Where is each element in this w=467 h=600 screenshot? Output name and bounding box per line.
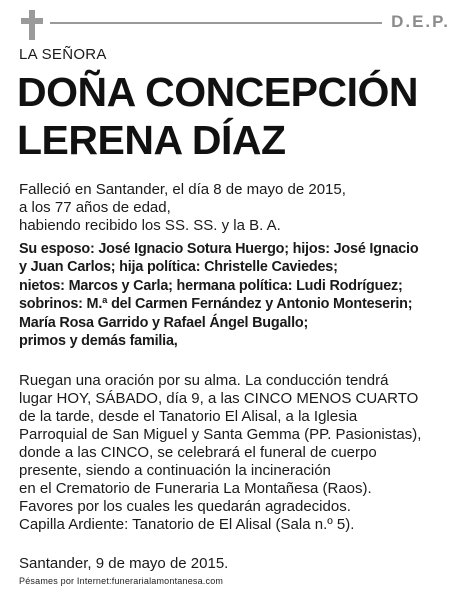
dateline: Santander, 9 de mayo de 2015. [19,555,229,572]
family-line: María Rosa Garrido y Rafael Ángel Bugallo; [19,314,309,331]
cross-icon [21,10,43,40]
ceremony-line: de la tarde, desde el Tanatorio El Alisal, a la Iglesia [19,408,358,425]
intro-line: a los 77 años de edad, [19,199,171,216]
condolences-link[interactable]: Pésames por Internet:funerarialamontanesa.com [19,576,224,586]
ceremony-line: presente, siendo a continuación la incineración [19,462,331,479]
family-line: y Juan Carlos; hija política: Christelle Caviedes; [19,259,338,276]
ceremony-line: Capilla Ardiente: Tanatorio de El Alisal (Sala n.º 5). [19,516,355,533]
death-details [19,181,449,235]
intro-line: Falleció en Santander, el día 8 de mayo de 2015, [19,181,346,198]
name-line-2: LERENA DÍAZ [17,117,286,163]
ceremony-line: donde a las CINCO, se celebrará el funeral de cuerpo [19,444,377,461]
ceremony-line: Parroquial de San Miguel y Santa Gemma (PP. Pasionistas), [19,426,422,443]
honorific: LA SEÑORA [19,46,107,63]
header-rule [50,22,382,24]
ceremony-line: en el Crematorio de Funeraria La Montañesa (Raos). [19,480,372,497]
ceremony-line: Ruegan una oración por su alma. La conducción tendrá [19,372,389,389]
family-line: primos y demás familia, [19,333,178,350]
family-list [19,240,449,350]
ceremony-line: Favores por los cuales les quedarán agradecidos. [19,498,351,515]
family-line: sobrinos: M.ª del Carmen Fernández y Antonio Monteserin; [19,296,413,313]
ceremony-details [19,372,449,534]
deceased-name [17,68,418,164]
intro-line: habiendo recibido los SS. SS. y la B. A. [19,217,281,234]
dep-label: D.E.P. [391,12,450,31]
family-line: Su esposo: José Ignacio Sotura Huergo; hijos: José Ignacio [19,241,419,257]
name-line-1: DOÑA CONCEPCIÓN [17,69,418,115]
family-line: nietos: Marcos y Carla; hermana política: Ludi Rodríguez; [19,277,403,294]
ceremony-line: lugar HOY, SÁBADO, día 9, a las CINCO MENOS CUARTO [19,390,419,407]
